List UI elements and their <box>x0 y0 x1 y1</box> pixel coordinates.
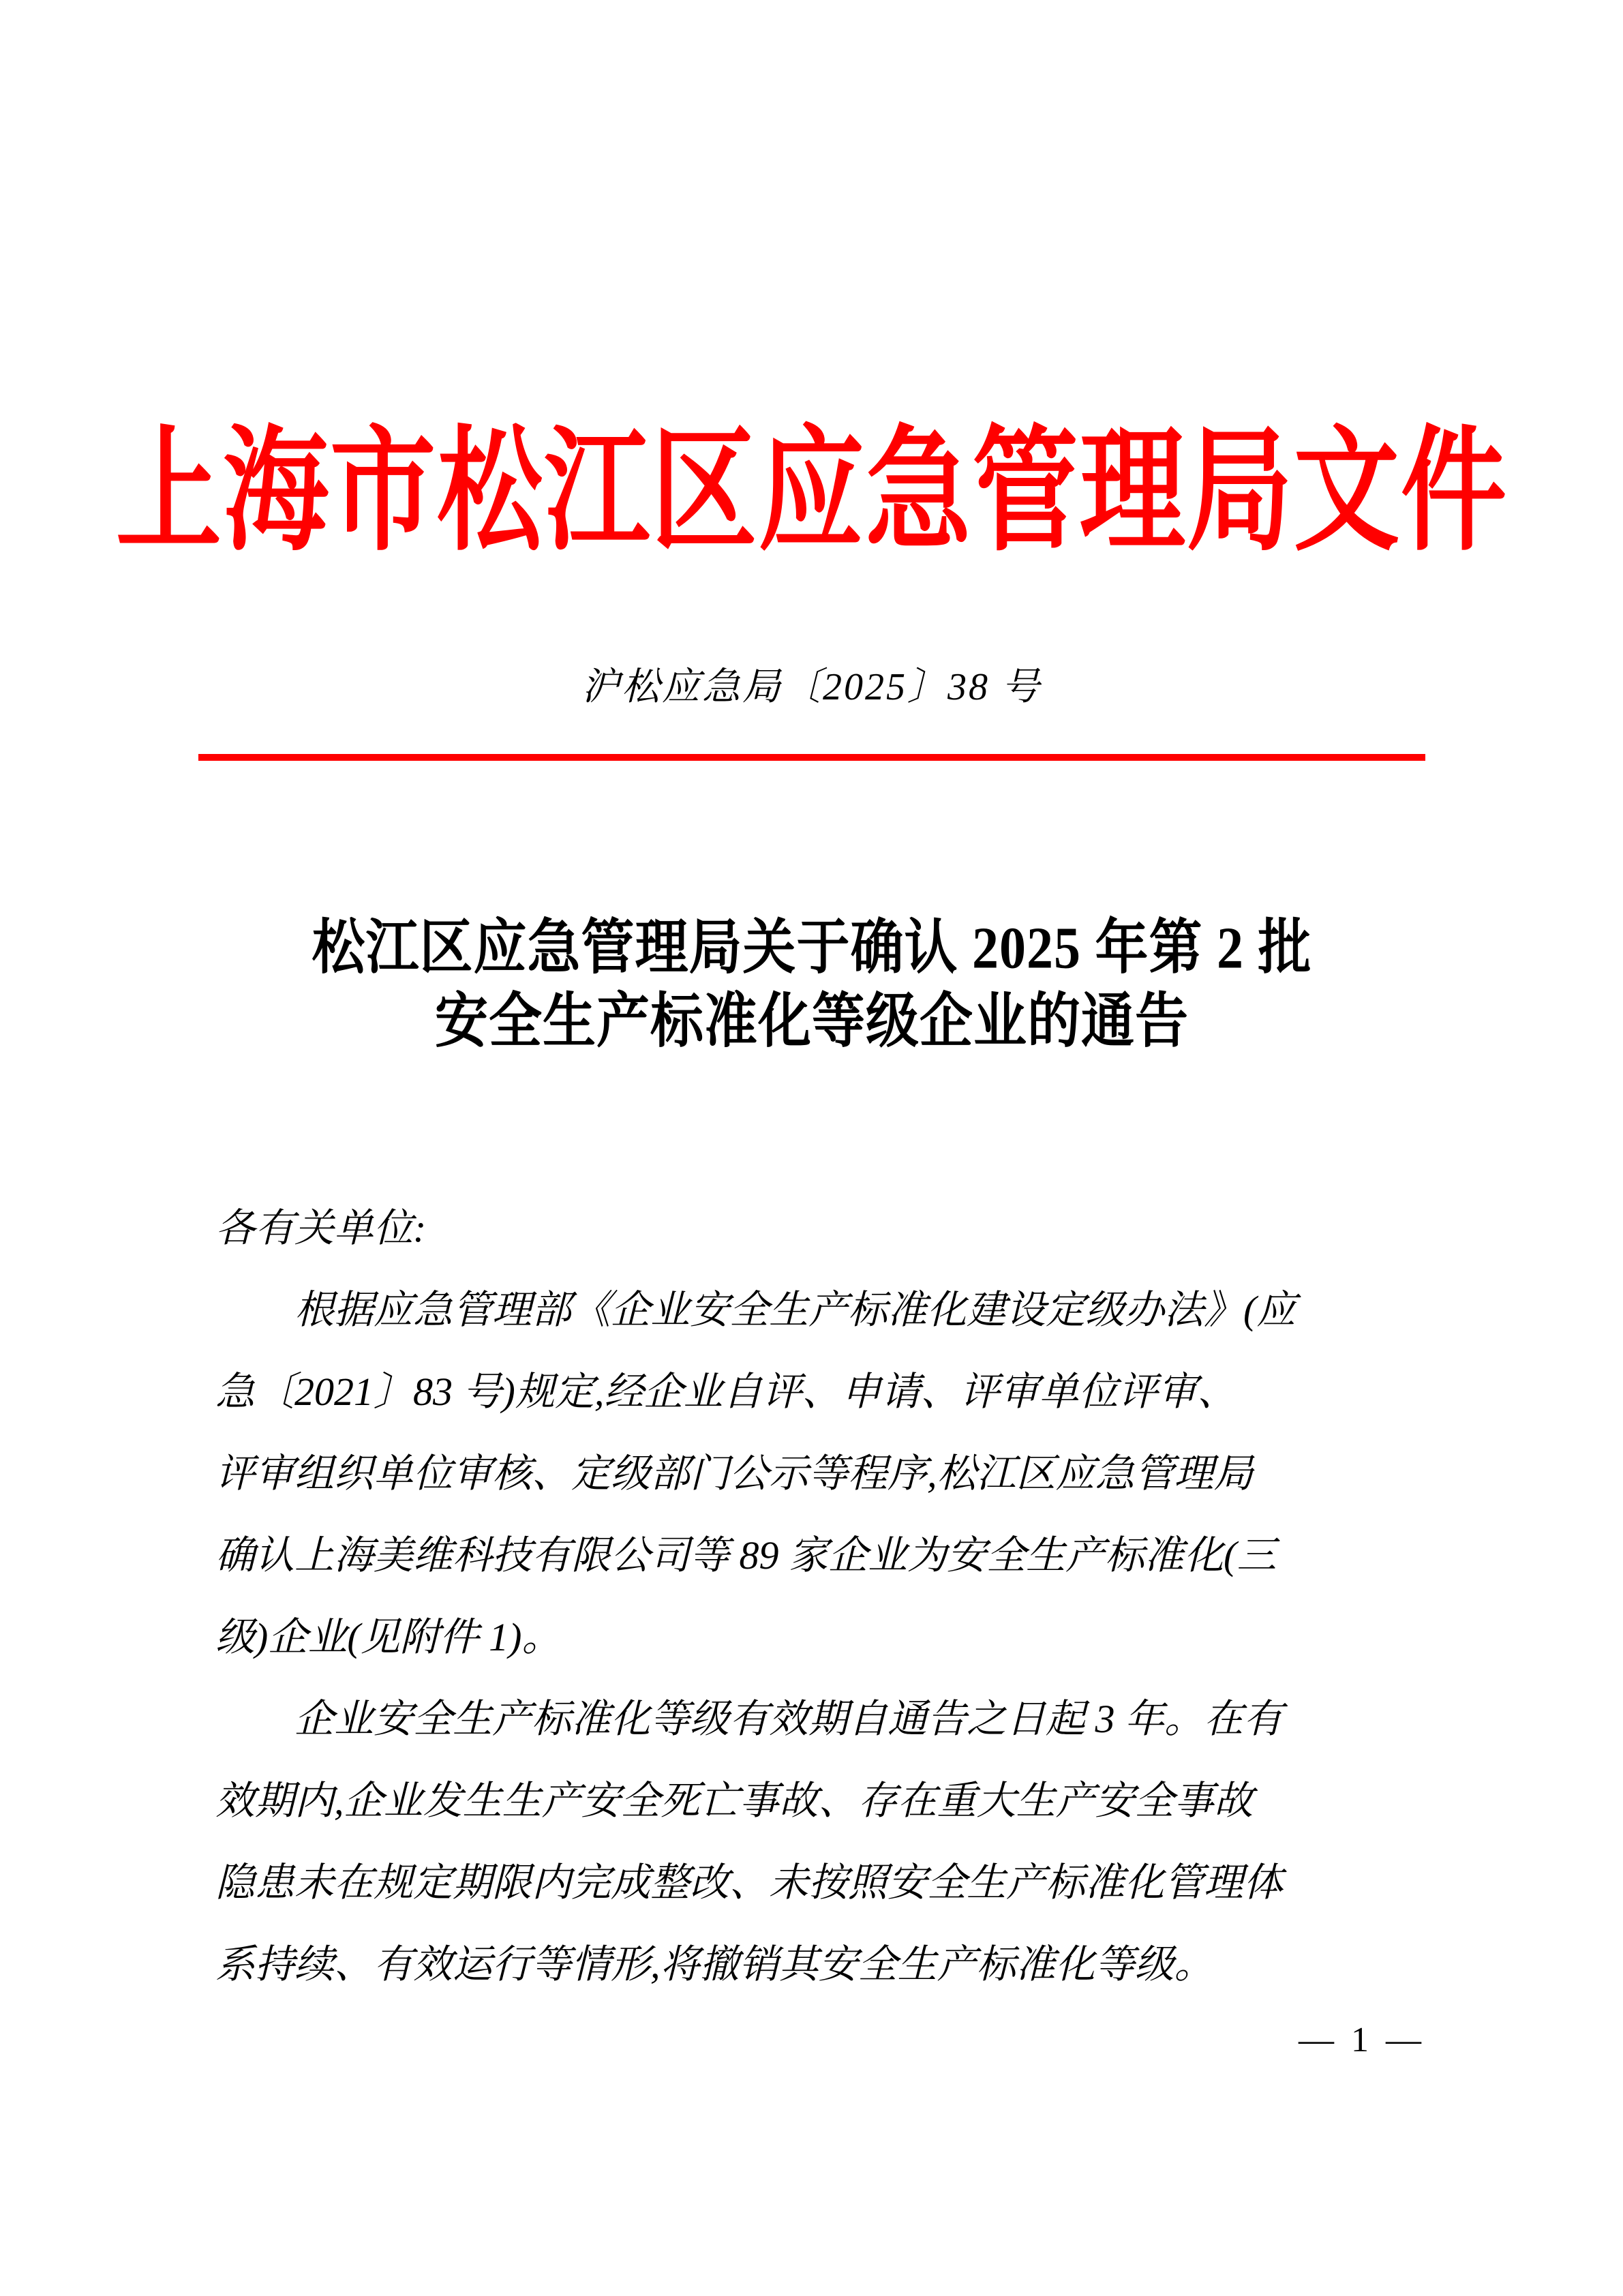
paragraph-2-line-3: 隐患未在规定期限内完成整改、未按照安全生产标准化管理体 <box>215 1860 1284 1905</box>
paragraph-1 <box>215 1269 1415 1678</box>
salutation: 各有关单位: <box>215 1206 427 1250</box>
document-body <box>215 1188 1415 2006</box>
paragraph-1-line-1 <box>215 1269 1415 1351</box>
red-separator-rule <box>198 754 1425 761</box>
masthead <box>0 417 1623 567</box>
paragraph-1-line-5: 级)企业(见附件 1)。 <box>215 1615 562 1659</box>
page-footer-number: — 1 — <box>1299 2021 1425 2059</box>
paragraph-1-line-2: 急〔2021〕83 号)规定,经企业自评、申请、评审单位评审、 <box>215 1370 1237 1414</box>
page-title <box>198 907 1425 1054</box>
paragraph-2-line-1-text: 企业安全生产标准化等级有效期自通告之日起 3 年。在有 <box>294 1697 1284 1741</box>
paragraph-2 <box>215 1678 1415 2006</box>
page-title-line-1: 松江区应急管理局关于确认 2025 年第 2 批 <box>312 914 1312 981</box>
paragraph-1-line-1-text: 根据应急管理部《企业安全生产标准化建设定级办法》(应 <box>294 1288 1296 1332</box>
page-title-line-2: 安全生产标准化等级企业的通告 <box>434 988 1189 1055</box>
paragraph-2-line-2: 效期内,企业发生生产安全死亡事故、存在重大生产安全事故 <box>215 1779 1254 1823</box>
paragraph-2-line-1 <box>215 1678 1415 1760</box>
paragraph-1-line-3: 评审组织单位审核、定级部门公示等程序,松江区应急管理局 <box>215 1451 1254 1496</box>
paragraph-1-line-4: 确认上海美维科技有限公司等 89 家企业为安全生产标准化(三 <box>215 1533 1277 1577</box>
paragraph-2-line-4: 系持续、有效运行等情形,将撤销其安全生产标准化等级。 <box>215 1942 1214 1987</box>
document-serial-number: 沪松应急局〔2025〕38 号 <box>581 666 1042 708</box>
issuing-authority-title: 上海市松江区应急管理局文件 <box>115 417 1508 567</box>
